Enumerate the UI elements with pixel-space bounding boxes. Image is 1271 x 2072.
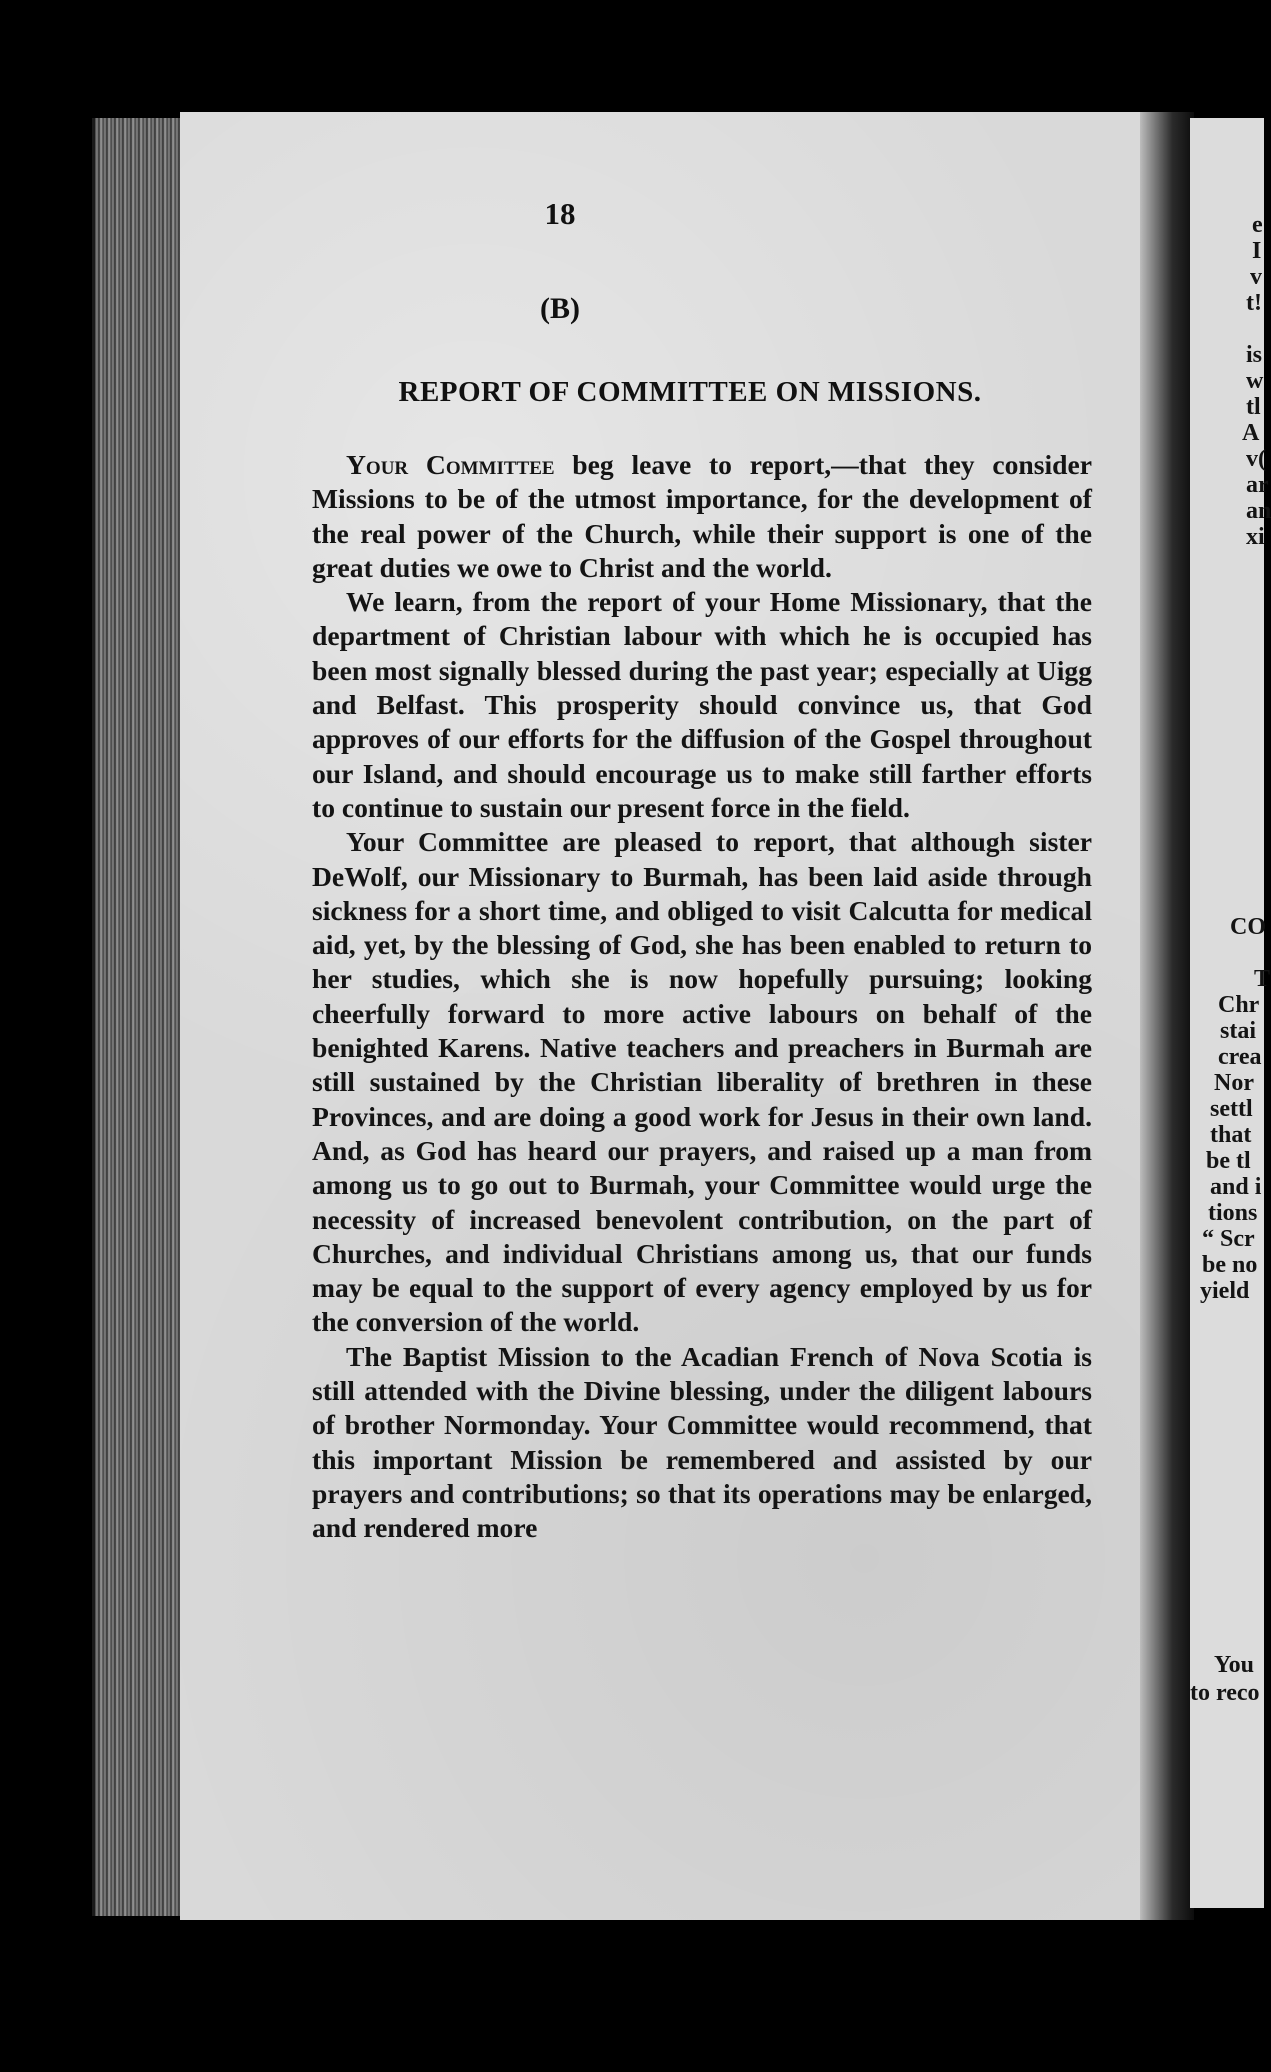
facing-text: xi	[1246, 524, 1265, 550]
facing-text: an	[1246, 498, 1271, 524]
appendix-label: (B)	[540, 292, 580, 325]
facing-text: crea	[1218, 1044, 1262, 1070]
page-number: 18	[544, 196, 576, 231]
paragraph	[312, 448, 1092, 585]
paragraph: The Baptist Mission to the Acadian French of Nova Scotia is still attended with the Divine blessing, under the diligent labours of brother Normonday. Your Committee would recommend, that this important Mission be remembered and assisted by our prayers and contributions; so that its operations may be enlarged, and rendered more	[312, 1340, 1092, 1544]
facing-text: to reco	[1190, 1680, 1260, 1706]
paragraph-text: beg leave to report,—that they consider Missions to be of the utmost importance, for the development of the real power of the Church, while their support is one of the great duties we owe to Christ and the world.	[312, 449, 1092, 583]
paragraph: We learn, from the report of your Home Missionary, that the department of Christian labour with which he is occupied has been most signally blessed during the past year; especially at Uigg and Belfast. This prosperity should convince us, that God approves of our efforts for the diffusion of the Gospel throughout our Island, and should encourage us to make still farther efforts to continue to sustain our present force in the field.	[312, 586, 1092, 823]
facing-text: tl	[1246, 394, 1261, 420]
facing-text: is	[1246, 342, 1263, 368]
facing-text: I	[1252, 238, 1262, 264]
facing-text: w	[1246, 368, 1264, 394]
facing-text: be no	[1202, 1252, 1258, 1278]
facing-text: that	[1210, 1122, 1252, 1148]
facing-text: T	[1254, 966, 1271, 992]
facing-text: settl	[1210, 1096, 1253, 1122]
facing-text: v	[1250, 264, 1262, 290]
facing-text: be tl	[1206, 1148, 1251, 1174]
report-body	[312, 448, 1092, 1546]
facing-text: Chr	[1218, 992, 1260, 1018]
page-edges	[92, 118, 190, 1916]
facing-text: Nor	[1214, 1070, 1254, 1096]
facing-text: You	[1214, 1652, 1255, 1678]
paragraph: Your Committee are pleased to report, that although sister DeWolf, our Missionary to Burmah, has been laid aside through sickness for a short time, and obliged to visit Calcutta for medical aid, yet, by the blessing of God, she has been enabled to return to her studies, which she is now hopefully pursuing; looking cheerfully forward to more active labours on behalf of the benighted Karens. Native teachers and preachers in Burmah are still sustained by the Christian liberality of brethren in these Provinces, and are doing a good work for Jesus in their own land. And, as God has heard our prayers, and raised up a man from among us to go out to Burmah, your Committee would urge the necessity of increased benevolent contribution, on the part of Churches, and individual Christians among us, that our funds may be equal to the support of every agency employed by us for the conversion of the world.	[312, 826, 1092, 1338]
facing-text: e	[1252, 212, 1263, 238]
facing-text: CO	[1230, 914, 1266, 940]
facing-text: “ Scr	[1202, 1226, 1255, 1252]
opening-smallcaps: Your Committee	[346, 449, 555, 480]
book-gutter	[1140, 112, 1194, 1920]
facing-text: and i	[1210, 1174, 1262, 1200]
facing-text: ar	[1246, 472, 1269, 498]
report-title: REPORT OF COMMITTEE ON MISSIONS.	[398, 376, 982, 408]
facing-page-fragment	[1190, 118, 1271, 1908]
facing-text: stai	[1220, 1018, 1256, 1044]
facing-text: A	[1242, 420, 1260, 446]
facing-text: tions	[1208, 1200, 1258, 1226]
facing-text: v(	[1246, 446, 1266, 472]
facing-text: t!	[1246, 290, 1262, 316]
facing-text: yield	[1200, 1278, 1250, 1304]
